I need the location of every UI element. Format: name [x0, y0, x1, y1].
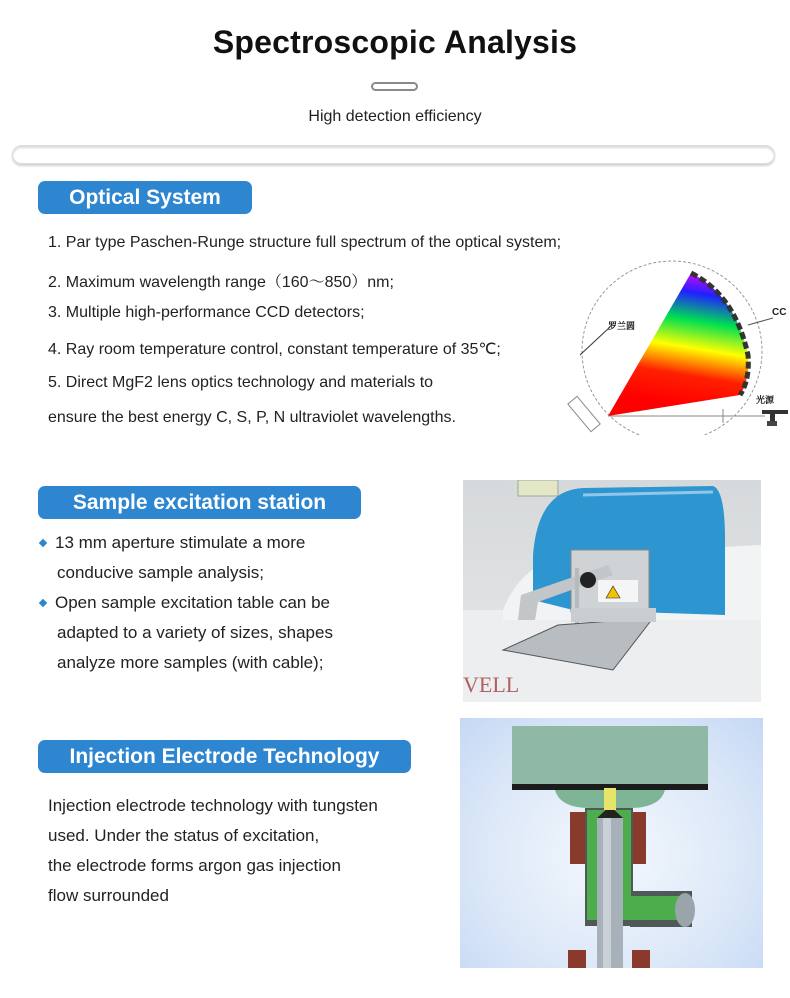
label-rowland-circle: 罗兰圆 — [608, 321, 636, 331]
optical-spec-line-6: ensure the best energy C, S, P, N ultraviolet wavelengths. — [48, 409, 456, 426]
electrode-diagram — [460, 718, 763, 968]
section-tag-optical-system: Optical System — [38, 181, 252, 214]
spectrum-fan-graphic — [560, 255, 790, 435]
optical-spec-line-4: 4. Ray room temperature control, constant temperature of 35℃; — [48, 341, 501, 358]
optical-spec-line-1: 1. Par type Paschen-Runge structure full spectrum of the optical system; — [48, 234, 562, 251]
sample-bullet-2-line-1: Open sample excitation table can be — [40, 593, 330, 613]
spectrometer-illustration — [463, 480, 761, 702]
diamond-bullet-icon — [39, 599, 47, 607]
section-tag-injection-electrode: Injection Electrode Technology — [38, 740, 411, 773]
page-subtitle: High detection efficiency — [308, 108, 482, 125]
injection-text-line-3: the electrode forms argon gas injection — [48, 856, 341, 875]
label-light-source: 光源 — [756, 395, 775, 405]
optical-spec-line-2: 2. Maximum wavelength range（160～850）nm; — [48, 274, 394, 291]
sample-bullet-1-line-1: 13 mm aperture stimulate a more — [40, 533, 305, 553]
sample-bullet-1-line-2: conducive sample analysis; — [57, 563, 264, 582]
brand-text-fragment: VELL — [463, 672, 520, 697]
injection-text-line-1: Injection electrode technology with tungsten — [48, 796, 378, 815]
title-decoration-pill — [371, 82, 418, 91]
sample-station-photo — [463, 480, 761, 702]
label-ccd: CC — [772, 307, 787, 318]
injection-text-line-4: flow surrounded — [48, 886, 169, 905]
header-divider-bar — [12, 145, 775, 164]
injection-text-line-2: used. Under the status of excitation, — [48, 826, 320, 845]
optical-spec-line-3: 3. Multiple high-performance CCD detectors; — [48, 304, 365, 321]
page-title: Spectroscopic Analysis — [212, 24, 578, 60]
sample-bullet-2-line-2: adapted to a variety of sizes, shapes — [57, 623, 333, 642]
rowland-circle-diagram — [560, 255, 790, 435]
sample-bullet-2-line-3: analyze more samples (with cable); — [57, 653, 324, 672]
electrode-illustration — [460, 718, 763, 968]
diamond-bullet-icon — [39, 539, 47, 547]
optical-spec-line-5: 5. Direct MgF2 lens optics technology and materials to — [48, 374, 434, 391]
section-tag-sample-excitation: Sample excitation station — [38, 486, 361, 519]
